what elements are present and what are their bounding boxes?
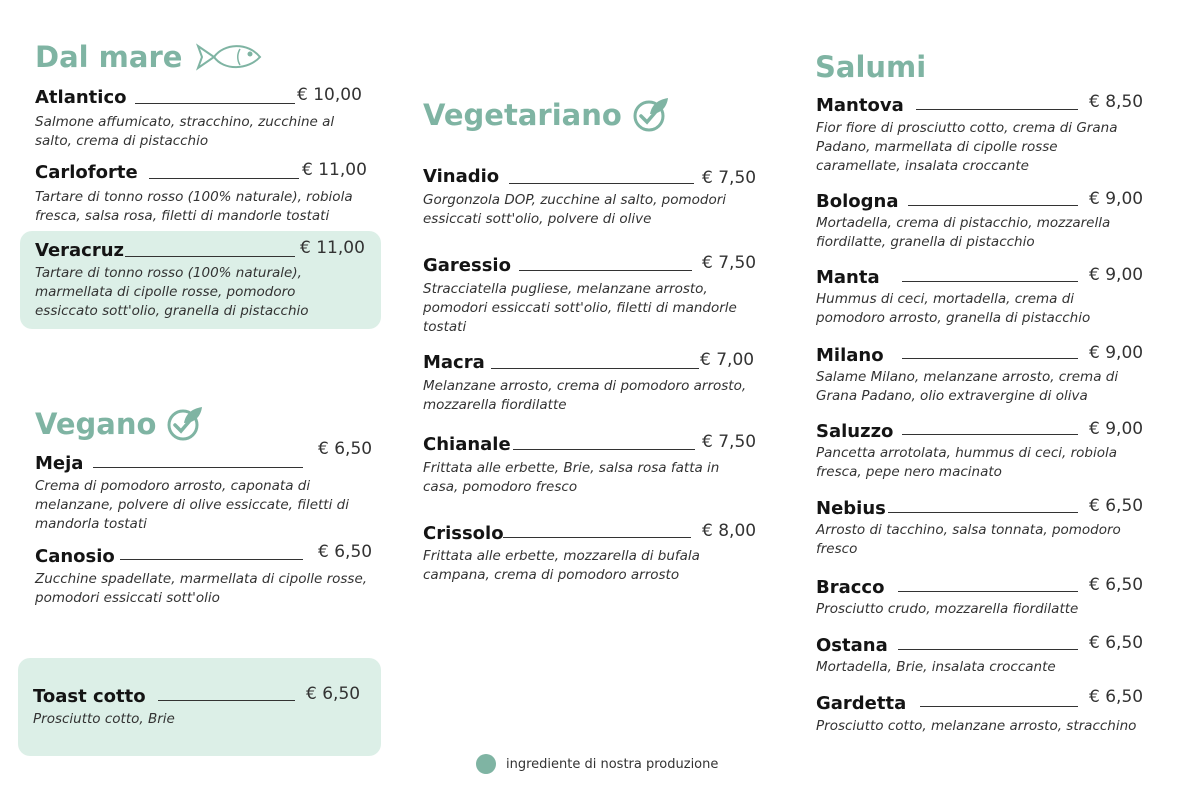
desc-line: caramellate, insalata croccante — [816, 158, 1029, 174]
item-name: Saluzzo — [816, 421, 894, 442]
item-name: Toast cotto — [33, 686, 146, 707]
item-price: € 6,50 — [306, 684, 361, 704]
desc-line: Salame Milano, melanzane arrosto, crema di — [816, 369, 1119, 385]
item-leader-line — [916, 109, 1078, 110]
desc-line: Crema di pomodoro arrosto, caponata di — [35, 478, 311, 494]
desc-line: Tartare di tonno rosso (100% naturale), — [35, 265, 302, 281]
item-leader-line — [503, 537, 691, 538]
item-price: € 7,50 — [702, 253, 757, 273]
item-price: € 6,50 — [1089, 633, 1144, 653]
desc-line: Prosciutto crudo, mozzarella fiordilatte — [816, 601, 1079, 617]
item-price: € 11,00 — [300, 238, 365, 258]
item-leader-line — [125, 256, 295, 257]
item-leader-line — [149, 178, 299, 179]
item-leader-line — [898, 591, 1078, 592]
item-leader-line — [158, 700, 295, 701]
item-name: Milano — [816, 345, 884, 366]
desc-line: Grana Padano, olio extravergine di oliva — [816, 388, 1088, 404]
item-description — [816, 290, 1090, 328]
desc-line: fresco — [816, 541, 858, 557]
section-title-salumi — [815, 50, 926, 84]
desc-line: Prosciutto cotto, Brie — [33, 711, 175, 727]
desc-line: Hummus di ceci, mortadella, crema di — [816, 291, 1075, 307]
item-name: Garessio — [423, 255, 511, 276]
item-price: € 7,50 — [702, 432, 757, 452]
item-price: € 8,50 — [1089, 92, 1144, 112]
item-name: Ostana — [816, 635, 888, 656]
desc-line: fresca, salsa rosa, filetti di mandorle tostati — [35, 208, 330, 224]
item-leader-line — [902, 281, 1078, 282]
desc-line: pomodori essiccati sott'olio, filetti di mandorle — [423, 300, 737, 316]
desc-line: Gorgonzola DOP, zucchine al salto, pomodori — [423, 192, 727, 208]
item-price: € 9,00 — [1089, 189, 1144, 209]
desc-line: Pancetta arrotolata, hummus di ceci, robiola — [816, 445, 1118, 461]
legend-text: ingrediente di nostra produzione — [506, 756, 719, 772]
legend-dot-icon — [476, 754, 496, 774]
item-description — [816, 717, 1136, 736]
desc-line: Arrosto di tacchino, salsa tonnata, pomodoro — [816, 522, 1121, 538]
desc-line: essiccati sott'olio, polvere di olive — [423, 211, 652, 227]
desc-line: tostati — [423, 319, 467, 335]
item-price: € 6,50 — [1089, 575, 1144, 595]
item-description — [816, 521, 1121, 559]
item-leader-line — [509, 183, 694, 184]
item-name: Bologna — [816, 191, 899, 212]
item-description — [816, 214, 1110, 252]
item-leader-line — [888, 512, 1078, 513]
item-description — [35, 570, 367, 608]
item-leader-line — [135, 103, 295, 104]
item-price: € 10,00 — [297, 85, 362, 105]
item-leader-line — [120, 559, 303, 560]
item-description — [423, 377, 746, 415]
desc-line: melanzane, polvere di olive essiccate, filetti di — [35, 497, 349, 513]
item-description — [423, 191, 726, 229]
item-price: € 6,50 — [318, 542, 373, 562]
desc-line: Mortadella, crema di pistacchio, mozzarella — [816, 215, 1111, 231]
item-leader-line — [898, 649, 1078, 650]
item-price: € 6,50 — [318, 439, 373, 459]
desc-line: Stracciatella pugliese, melanzane arrosto, — [423, 281, 708, 297]
item-description — [35, 264, 309, 321]
item-name: Vinadio — [423, 166, 500, 187]
desc-line: Melanzane arrosto, crema di pomodoro arrosto, — [423, 378, 747, 394]
item-description — [816, 658, 1056, 677]
item-description — [816, 119, 1117, 176]
section-title-text: Vegetariano — [423, 98, 622, 132]
desc-line: Mortadella, Brie, insalata croccante — [816, 659, 1056, 675]
desc-line: pomodori essiccati sott'olio — [35, 590, 220, 606]
item-name: Bracco — [816, 577, 885, 598]
item-name: Crissolo — [423, 523, 504, 544]
desc-line: fresca, pepe nero macinato — [816, 464, 1002, 480]
item-name: Nebius — [816, 498, 886, 519]
item-price: € 9,00 — [1089, 343, 1144, 363]
item-description — [35, 477, 349, 534]
section-title-text: Vegano — [35, 407, 157, 441]
desc-line: essiccato sott'olio, granella di pistacchio — [35, 303, 309, 319]
item-name: Macra — [423, 352, 485, 373]
fish-icon — [192, 40, 264, 74]
item-name: Veracruz — [35, 240, 125, 261]
item-name: Meja — [35, 453, 84, 474]
desc-line: Fior fiore di prosciutto cotto, crema di Grana — [816, 120, 1118, 136]
item-leader-line — [902, 358, 1078, 359]
leaf-check-icon — [632, 96, 670, 134]
legend — [476, 754, 718, 774]
item-name: Canosio — [35, 546, 115, 567]
item-leader-line — [908, 205, 1078, 206]
item-description — [423, 547, 700, 585]
desc-line: Frittata alle erbette, mozzarella di bufala — [423, 548, 700, 564]
toast-cotto-highlight — [18, 658, 381, 756]
item-name: Chianale — [423, 434, 511, 455]
item-description — [816, 600, 1078, 619]
section-title-text: Salumi — [815, 50, 927, 84]
item-leader-line — [491, 368, 699, 369]
section-title-dal-mare — [35, 40, 264, 74]
item-leader-line — [920, 706, 1078, 707]
desc-line: Tartare di tonno rosso (100% naturale), robiola — [35, 189, 353, 205]
desc-line: Frittata alle erbette, Brie, salsa rosa fatta in — [423, 460, 720, 476]
item-price: € 9,00 — [1089, 265, 1144, 285]
desc-line: campana, crema di pomodoro arrosto — [423, 567, 680, 583]
item-name: Gardetta — [816, 693, 907, 714]
item-name: Carloforte — [35, 162, 138, 183]
item-description — [35, 113, 334, 151]
desc-line: Padano, marmellata di cipolle rosse — [816, 139, 1058, 155]
desc-line: salto, crema di pistacchio — [35, 133, 209, 149]
item-name: Mantova — [816, 95, 904, 116]
item-price: € 9,00 — [1089, 419, 1144, 439]
section-title-text: Dal mare — [35, 40, 183, 74]
desc-line: marmellata di cipolle rosse, pomodoro — [35, 284, 296, 300]
desc-line: pomodoro arrosto, granella di pistacchio — [816, 310, 1091, 326]
desc-line: Zucchine spadellate, marmellata di cipolle rosse, — [35, 571, 368, 587]
item-description — [33, 710, 175, 729]
item-price: € 6,50 — [1089, 496, 1144, 516]
item-name: Manta — [816, 267, 880, 288]
item-leader-line — [513, 449, 695, 450]
item-price: € 11,00 — [302, 160, 367, 180]
item-description — [423, 459, 719, 497]
section-title-vegano — [35, 405, 204, 443]
item-price: € 7,00 — [700, 350, 755, 370]
desc-line: mandorla tostati — [35, 516, 147, 532]
item-description — [423, 280, 737, 337]
desc-line: casa, pomodoro fresco — [423, 479, 578, 495]
item-price: € 8,00 — [702, 521, 757, 541]
desc-line: Prosciutto cotto, melanzane arrosto, stracchino — [816, 718, 1137, 734]
item-description — [816, 444, 1117, 482]
desc-line: fiordilatte, granella di pistacchio — [816, 234, 1035, 250]
item-price: € 7,50 — [702, 168, 757, 188]
leaf-check-icon — [166, 405, 204, 443]
item-leader-line — [519, 270, 692, 271]
section-title-vegetariano — [423, 96, 670, 134]
item-description — [816, 368, 1118, 406]
item-description — [35, 188, 353, 226]
item-name: Atlantico — [35, 87, 127, 108]
item-leader-line — [93, 467, 303, 468]
item-leader-line — [902, 434, 1078, 435]
desc-line: Salmone affumicato, stracchino, zucchine al — [35, 114, 335, 130]
item-price: € 6,50 — [1089, 687, 1144, 707]
desc-line: mozzarella fiordilatte — [423, 397, 567, 413]
